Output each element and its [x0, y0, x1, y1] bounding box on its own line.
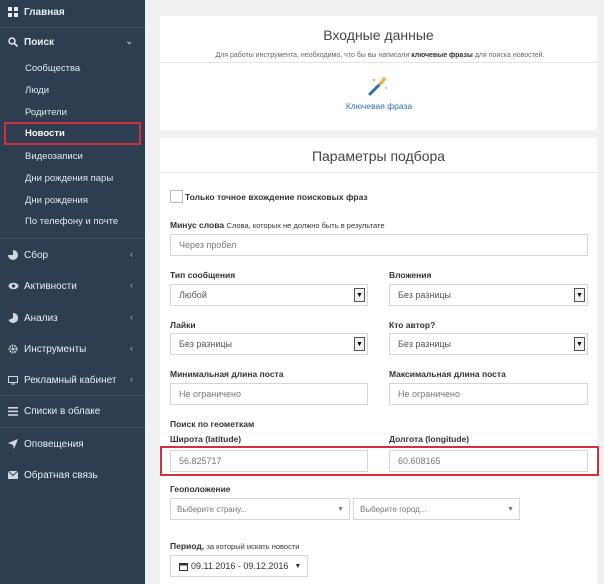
country-select[interactable]	[170, 498, 350, 520]
max-length-label: Максимальная длина поста	[389, 369, 506, 379]
divider	[0, 238, 145, 239]
sidebar-item-cloud[interactable]	[0, 396, 145, 426]
sidebar-item-ads[interactable]	[0, 365, 145, 395]
chevron-left-icon: ‹	[130, 312, 133, 322]
sidebar-item-label: Рекламный кабинет	[24, 374, 117, 386]
chevron-left-icon: ‹	[130, 280, 133, 290]
msg-type-label: Тип сообщения	[170, 270, 236, 280]
sidebar-subitem-phone-email[interactable]: По телефону и почте	[25, 216, 119, 227]
min-length-input[interactable]: Не ограничено	[170, 383, 368, 405]
divider	[160, 62, 597, 63]
hint-bold-text: ключевые фразы	[411, 52, 473, 59]
mail-icon	[7, 469, 19, 481]
dropdown-arrow-icon[interactable]: ▼	[574, 337, 585, 351]
calendar-icon	[179, 562, 188, 571]
sidebar-item-main[interactable]	[0, 0, 145, 27]
send-icon	[7, 438, 19, 450]
chevron-down-icon: ▼	[507, 505, 514, 513]
sidebar	[0, 0, 145, 584]
hint-text-end: для поиска новостей.	[472, 52, 545, 59]
longitude-label: Долгота (longitude)	[389, 434, 470, 444]
grid-icon	[7, 6, 19, 18]
country-placeholder: Выберите страну...	[177, 504, 248, 514]
period-value: 09.11.2016 - 09.12.2016	[191, 561, 289, 571]
sidebar-item-collect[interactable]	[0, 240, 145, 270]
keyword-phrase-link[interactable]: Ключевая фраза	[345, 101, 413, 111]
sidebar-subitem-birthdays[interactable]: Дни рождения	[25, 195, 88, 206]
gear-icon	[7, 343, 19, 355]
chevron-left-icon: ‹	[130, 249, 133, 259]
sidebar-item-label: Оповещения	[24, 438, 84, 450]
location-label: Геоположение	[170, 484, 231, 494]
pie-icon	[7, 249, 19, 261]
geo-search-label: Поиск по геометкам	[170, 419, 255, 429]
exact-match-checkbox[interactable]	[170, 190, 183, 203]
period-date-picker[interactable]	[170, 555, 308, 577]
minus-words-label	[170, 220, 385, 230]
sidebar-subitem-couple-birthdays[interactable]: Дни рождения пары	[25, 173, 114, 184]
search-icon	[7, 36, 19, 48]
period-label-text: Период,	[170, 541, 205, 551]
sidebar-item-label: Поиск	[24, 36, 55, 48]
sidebar-item-feedback[interactable]	[0, 460, 145, 490]
divider	[0, 427, 145, 428]
likes-label: Лайки	[170, 320, 196, 330]
sidebar-subitem-news[interactable]: Новости	[25, 128, 65, 139]
sidebar-item-label: Сбор	[24, 249, 49, 261]
monitor-icon	[7, 374, 19, 386]
minus-words-input[interactable]: Через пробел	[170, 234, 588, 256]
eye-icon	[7, 280, 19, 292]
sidebar-item-label: Инструменты	[24, 343, 87, 355]
sidebar-item-label: Анализ	[24, 312, 58, 324]
minus-words-hint: Слова, которых не должно быть в результате	[226, 221, 385, 230]
sidebar-item-activity[interactable]	[0, 271, 145, 301]
active-item-highlight	[4, 122, 141, 145]
sidebar-item-label: Активности	[24, 280, 77, 292]
sidebar-subitem-parents[interactable]: Родители	[25, 107, 67, 118]
chevron-down-icon: ⌄	[125, 36, 133, 46]
sidebar-item-search[interactable]	[0, 27, 145, 57]
minus-words-label-text: Минус слова	[170, 220, 225, 230]
params-section-title: Параметры подбора	[311, 148, 446, 164]
author-value: Без разницы	[398, 339, 451, 349]
period-hint: за который искать новости	[206, 542, 300, 551]
chevron-down-icon: ▼	[337, 505, 344, 513]
author-select[interactable]	[389, 333, 588, 355]
attachments-select[interactable]	[389, 284, 588, 306]
city-placeholder: Выберите город...	[360, 504, 427, 514]
msg-type-value: Любой	[179, 290, 207, 300]
dropdown-arrow-icon[interactable]: ▼	[574, 288, 585, 302]
latitude-label: Широта (latitude)	[170, 434, 242, 444]
sidebar-item-analysis[interactable]	[0, 303, 145, 333]
sidebar-item-label: Обратная связь	[24, 469, 98, 481]
sidebar-item-tools[interactable]	[0, 334, 145, 364]
caret-down-icon: ▼	[294, 562, 302, 570]
sidebar-item-notifications[interactable]	[0, 429, 145, 459]
likes-select[interactable]	[170, 333, 368, 355]
exact-match-label: Только точное вхождение поисковых фраз	[185, 192, 368, 202]
sidebar-subitem-people[interactable]: Люди	[25, 85, 50, 96]
dropdown-arrow-icon[interactable]: ▼	[354, 288, 365, 302]
dropdown-arrow-icon[interactable]: ▼	[354, 337, 365, 351]
latitude-input[interactable]: 56.825717	[170, 450, 368, 472]
geo-highlight	[160, 446, 599, 476]
chart-icon	[7, 312, 19, 324]
hint-text: Для работы инструмента, необходимо, что бы вы написали	[215, 52, 412, 59]
city-select[interactable]	[353, 498, 520, 520]
list-icon	[7, 405, 19, 417]
chevron-left-icon: ‹	[130, 374, 133, 384]
attachments-label: Вложения	[389, 270, 432, 280]
sidebar-item-label: Главная	[24, 6, 65, 18]
likes-value: Без разницы	[179, 339, 232, 349]
longitude-input[interactable]: 60.608165	[389, 450, 588, 472]
max-length-input[interactable]: Не ограничено	[389, 383, 588, 405]
sidebar-item-label: Списки в облаке	[24, 405, 101, 417]
min-length-label: Минимальная длина поста	[170, 369, 284, 379]
sidebar-subitem-videos[interactable]: Видеозаписи	[25, 151, 83, 162]
divider	[160, 172, 597, 173]
input-hint	[160, 52, 600, 59]
input-section-title: Входные данные	[323, 27, 434, 43]
msg-type-select[interactable]	[170, 284, 368, 306]
attachments-value: Без разницы	[398, 290, 451, 300]
chevron-left-icon: ‹	[130, 343, 133, 353]
magic-wand-icon[interactable]	[367, 75, 389, 100]
sidebar-subitem-communities[interactable]: Сообщества	[25, 63, 81, 74]
author-label: Кто автор?	[389, 320, 436, 330]
period-label	[170, 541, 299, 551]
